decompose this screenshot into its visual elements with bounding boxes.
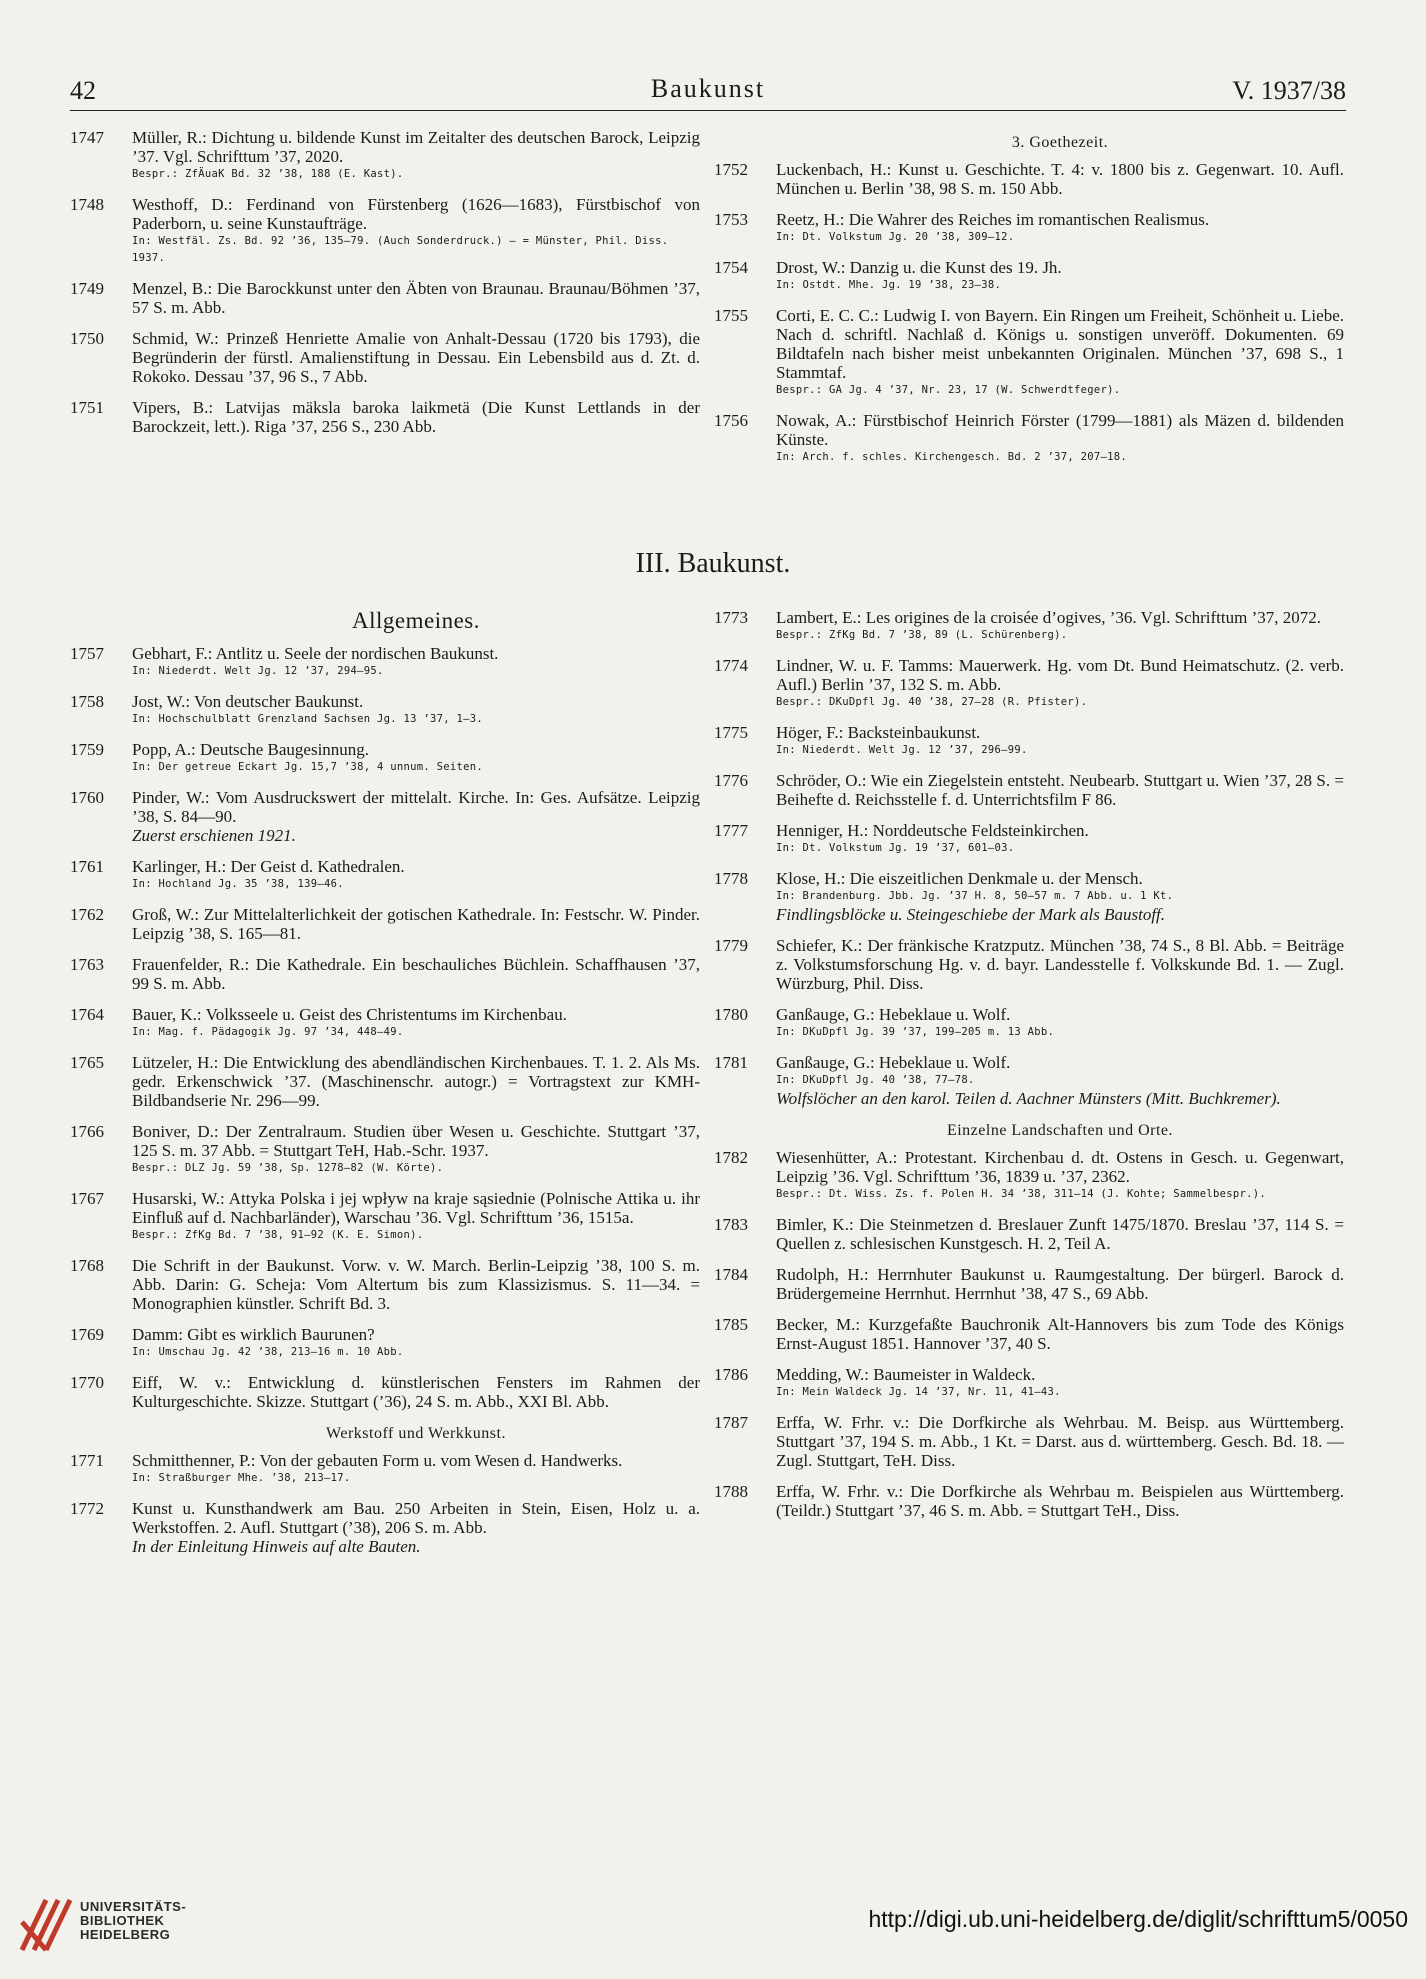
bibliography-entry bbox=[714, 1215, 1344, 1253]
entry-number: 1778 bbox=[714, 869, 748, 888]
entry-citation: In: Der getreue Eckart Jg. 15,7 ’38, 4 unnum. Seiten. bbox=[132, 761, 483, 773]
bibliography-entry bbox=[70, 128, 700, 183]
entry-citation: In: Dt. Volkstum Jg. 20 ’38, 309—12. bbox=[776, 231, 1015, 243]
bibliography-entry bbox=[714, 306, 1344, 399]
entry-number: 1783 bbox=[714, 1215, 748, 1234]
bibliography-entry bbox=[714, 160, 1344, 198]
bibliography-entry bbox=[714, 656, 1344, 711]
entry-number: 1771 bbox=[70, 1451, 104, 1470]
entry-citation: In: Straßburger Mhe. ’38, 213—17. bbox=[132, 1472, 351, 1484]
entry-text: Erffa, W. Frhr. v.: Die Dorfkirche als Wehrbau m. Beispielen aus Württemberg. (Teildr.) Stuttgart ’37, 46 S. m. Abb. = Stuttgart TeH., Diss. bbox=[776, 1482, 1344, 1520]
entry-number: 1761 bbox=[70, 857, 104, 876]
entry-number: 1749 bbox=[70, 279, 104, 298]
entry-number: 1770 bbox=[70, 1373, 104, 1392]
entry-number: 1755 bbox=[714, 306, 748, 325]
entry-citation: In: Mag. f. Pädagogik Jg. 97 ’34, 448—49. bbox=[132, 1026, 404, 1038]
section-title: III. Baukunst. bbox=[635, 548, 791, 579]
entry-citation: In: Arch. f. schles. Kirchengesch. Bd. 2 ’37, 207—18. bbox=[776, 451, 1127, 463]
entry-number: 1760 bbox=[70, 788, 104, 807]
entry-note: In der Einleitung Hinweis auf alte Bauten. bbox=[132, 1537, 421, 1556]
entry-citation: In: Niederdt. Welt Jg. 12 ’37, 294—95. bbox=[132, 665, 384, 677]
bibliography-entry bbox=[70, 1373, 700, 1411]
entry-list bbox=[70, 128, 700, 436]
page-number: 42 bbox=[70, 76, 96, 105]
entry-note: Zuerst erschienen 1921. bbox=[132, 826, 296, 845]
entry-text: Lützeler, H.: Die Entwicklung des abendländischen Kirchenbaues. T. 1. 2. Als Ms. gedr. Erkenschwick ’37. (Maschinenschr. autogr.) = Vortragstext zur KMH-Bildbandserie Nr. 296—99. bbox=[132, 1053, 700, 1110]
entry-number: 1764 bbox=[70, 1005, 104, 1024]
bibliography-entry bbox=[70, 398, 700, 436]
library-name bbox=[80, 1900, 186, 1942]
entry-text: Corti, E. C. C.: Ludwig I. von Bayern. Ein Ringen um Freiheit, Schönheit u. Liebe. Nach d. schriftl. Nachlaß d. Königs u. sonstigen unveröff. Dokumenten. 69 Bildtafeln nach bisher meist unbekannten Originalen. München ’37, 698 S., 1 Stammtaf. bbox=[776, 306, 1344, 382]
bibliography-entry bbox=[714, 936, 1344, 993]
entry-text: Pinder, W.: Vom Ausdruckswert der mittelalt. Kirche. In: Ges. Aufsätze. Leipzig ’38, S. 84—90. bbox=[132, 788, 700, 826]
bibliography-entry bbox=[714, 1365, 1344, 1401]
entry-number: 1779 bbox=[714, 936, 748, 955]
entry-text: Bimler, K.: Die Steinmetzen d. Breslauer Zunft 1475/1870. Breslau ’37, 114 S. = Quellen z. schlesischen Kunstgesch. H. 2, Teil A. bbox=[776, 1215, 1344, 1253]
entry-list bbox=[714, 160, 1344, 466]
entry-number: 1775 bbox=[714, 723, 748, 742]
top-left-column bbox=[70, 128, 700, 448]
entry-text: Boniver, D.: Der Zentralraum. Studien über Wesen u. Geschichte. Stuttgart ’37, 125 S. m. 37 Abb. = Stuttgart TeH, Hab.-Schr. 1937. bbox=[132, 1122, 700, 1160]
running-header bbox=[70, 70, 1346, 111]
bibliography-entry bbox=[70, 1005, 700, 1041]
entry-number: 1758 bbox=[70, 692, 104, 711]
entry-citation: Bespr.: DKuDpfl Jg. 40 ’38, 27—28 (R. Pfister). bbox=[776, 696, 1088, 708]
entry-text: Nowak, A.: Fürstbischof Heinrich Förster (1799—1881) als Mäzen d. bildenden Künste. bbox=[776, 411, 1344, 449]
entry-number: 1762 bbox=[70, 905, 104, 924]
entry-number: 1767 bbox=[70, 1189, 104, 1208]
bibliography-entry bbox=[714, 869, 1344, 924]
entry-citation: Bespr.: DLZ Jg. 59 ’38, Sp. 1278—82 (W. Körte). bbox=[132, 1162, 444, 1174]
bibliography-entry bbox=[70, 1451, 700, 1487]
subsection-heading-allgemeines: Allgemeines. bbox=[352, 608, 480, 633]
entry-text: Groß, W.: Zur Mittelalterlichkeit der gotischen Kathedrale. In: Festschr. W. Pinder. Leipzig ’38, S. 165—81. bbox=[132, 905, 700, 943]
left-column bbox=[70, 608, 700, 1568]
entry-citation: Bespr.: ZfKg Bd. 7 ’38, 91—92 (K. E. Simon). bbox=[132, 1229, 424, 1241]
bibliography-entry bbox=[70, 1122, 700, 1177]
entry-list bbox=[714, 1148, 1344, 1520]
entry-number: 1781 bbox=[714, 1053, 748, 1072]
entry-text: Luckenbach, H.: Kunst u. Geschichte. T. 4: v. 1800 bis z. Gegenwart. 10. Aufl. München u. Berlin ’38, 98 S. m. 150 Abb. bbox=[776, 160, 1344, 198]
entry-citation: Bespr.: ZfÄuaK Bd. 32 ’38, 188 (E. Kast). bbox=[132, 168, 404, 180]
entry-text: Vipers, B.: Latvijas mäksla baroka laikmetä (Die Kunst Lettlands in der Barockzeit, lett.). Riga ’37, 256 S., 230 Abb. bbox=[132, 398, 700, 436]
entry-number: 1763 bbox=[70, 955, 104, 974]
bibliography-entry bbox=[70, 1325, 700, 1361]
entry-text: Schmid, W.: Prinzeß Henriette Amalie von Anhalt-Dessau (1720 bis 1793), die Begründerin der fürstl. Amalienstiftung in Dessau. Ein Lebensbild aus d. Zt. d. Rokoko. Dessau ’37, 96 S., 7 Abb. bbox=[132, 329, 700, 386]
entry-text: Husarski, W.: Attyka Polska i jej wpływ na kraje sąsiednie (Polnische Attika u. ihr Einfluß auf d. Nachbarländer), Warschau ’36. Vgl. Schrifttum ’36, 1515a. bbox=[132, 1189, 700, 1227]
entry-text: Erffa, W. Frhr. v.: Die Dorfkirche als Wehrbau. M. Beisp. aus Württemberg. Stuttgart ’37, 194 S. m. Abb., 1 Kt. = Darst. aus d. württemberg. Gesch. Bd. 18. — Zugl. Stuttgart, TeH. Diss. bbox=[776, 1413, 1344, 1470]
entry-citation: Bespr.: ZfKg Bd. 7 ’38, 89 (L. Schürenberg). bbox=[776, 629, 1068, 641]
entry-citation: Bespr.: Dt. Wiss. Zs. f. Polen H. 34 ’38, 311—14 (J. Kohte; Sammelbespr.). bbox=[776, 1188, 1266, 1200]
entry-number: 1788 bbox=[714, 1482, 748, 1501]
bibliography-entry bbox=[714, 1482, 1344, 1520]
entry-text: Menzel, B.: Die Barockkunst unter den Äbten von Braunau. Braunau/Böhmen ’37, 57 S. m. Abb. bbox=[132, 279, 700, 317]
entry-number: 1786 bbox=[714, 1365, 748, 1384]
running-title: Baukunst bbox=[650, 74, 766, 103]
bibliography-entry bbox=[714, 411, 1344, 466]
entry-number: 1766 bbox=[70, 1122, 104, 1141]
entry-text: Drost, W.: Danzig u. die Kunst des 19. Jh. bbox=[776, 258, 1062, 277]
entry-text: Die Schrift in der Baukunst. Vorw. v. W. March. Berlin-Leipzig ’38, 100 S. m. Abb. Darin: G. Scheja: Vom Altertum bis zum Klassizismus. S. 11—34. = Monographien künstler. Schrift Bd. 3. bbox=[132, 1256, 700, 1313]
subsection-heading-werkstoff: Werkstoff und Werkkunst. bbox=[326, 1425, 506, 1442]
entry-citation: Bespr.: GA Jg. 4 ’37, Nr. 23, 17 (W. Schwerdtfeger). bbox=[776, 384, 1121, 396]
bibliography-entry bbox=[714, 821, 1344, 857]
entry-number: 1765 bbox=[70, 1053, 104, 1072]
bibliography-entry bbox=[714, 1148, 1344, 1203]
entry-citation: In: Hochschulblatt Grenzland Sachsen Jg. 13 ’37, 1—3. bbox=[132, 713, 483, 725]
entry-number: 1782 bbox=[714, 1148, 748, 1167]
entry-text: Lindner, W. u. F. Tamms: Mauerwerk. Hg. vom Dt. Bund Heimatschutz. (2. verb. Aufl.) Berlin ’37, 132 S. m. Abb. bbox=[776, 656, 1344, 694]
entry-citation: In: Dt. Volkstum Jg. 19 ’37, 601—03. bbox=[776, 842, 1015, 854]
entry-number: 1753 bbox=[714, 210, 748, 229]
entry-note: Findlingsblöcke u. Steingeschiebe der Mark als Baustoff. bbox=[776, 905, 1166, 924]
bibliography-entry bbox=[714, 1265, 1344, 1303]
entry-text: Westhoff, D.: Ferdinand von Fürstenberg (1626—1683), Fürstbischof von Paderborn, u. seine Kunstaufträge. bbox=[132, 195, 700, 233]
top-right-column bbox=[714, 128, 1344, 478]
bibliography-entry bbox=[70, 1189, 700, 1244]
bibliography-entry bbox=[70, 692, 700, 728]
entry-text: Schiefer, K.: Der fränkische Kratzputz. München ’38, 74 S., 8 Bl. Abb. = Beiträge z. Volkstumsforschung Hg. v. d. bayr. Landesstelle f. Volkskunde Bd. 1. — Zugl. Würzburg, Phil. Diss. bbox=[776, 936, 1344, 993]
entry-text: Müller, R.: Dichtung u. bildende Kunst im Zeitalter des deutschen Barock, Leipzig ’37. Vgl. Schrifttum ’37, 2020. bbox=[132, 128, 700, 166]
source-url-link[interactable]: http://digi.ub.uni-heidelberg.de/diglit/schrifttum5/0050 bbox=[868, 1906, 1408, 1932]
bibliography-entry bbox=[70, 644, 700, 680]
library-name-line: BIBLIOTHEK bbox=[80, 1913, 165, 1928]
bibliography-entry bbox=[714, 1315, 1344, 1353]
entry-number: 1784 bbox=[714, 1265, 748, 1284]
bibliography-entry bbox=[70, 857, 700, 893]
bibliography-entry bbox=[70, 788, 700, 845]
entry-number: 1772 bbox=[70, 1499, 104, 1518]
bibliography-entry bbox=[70, 1499, 700, 1556]
bibliography-entry bbox=[70, 329, 700, 386]
entry-number: 1776 bbox=[714, 771, 748, 790]
bibliography-entry bbox=[70, 740, 700, 776]
library-name-line: UNIVERSITÄTS- bbox=[80, 1899, 187, 1914]
entry-text: Medding, W.: Baumeister in Waldeck. bbox=[776, 1365, 1036, 1384]
entry-text: Popp, A.: Deutsche Baugesinnung. bbox=[132, 740, 370, 759]
entry-number: 1748 bbox=[70, 195, 104, 214]
entry-number: 1757 bbox=[70, 644, 104, 663]
entry-text: Wiesenhütter, A.: Protestant. Kirchenbau d. dt. Ostens in Gesch. u. Gegenwart, Leipzig ’36. Vgl. Schrifttum ’36, 1839 u. ’37, 2362. bbox=[776, 1148, 1344, 1186]
entry-number: 1751 bbox=[70, 398, 104, 417]
bibliography-entry bbox=[70, 955, 700, 993]
entry-number: 1750 bbox=[70, 329, 104, 348]
entry-text: Frauenfelder, R.: Die Kathedrale. Ein beschauliches Büchlein. Schaffhausen ’37, 99 S. m. Abb. bbox=[132, 955, 700, 993]
entry-text: Schmitthenner, P.: Von der gebauten Form u. vom Wesen d. Handwerks. bbox=[132, 1451, 623, 1470]
entry-number: 1773 bbox=[714, 608, 748, 627]
entry-number: 1768 bbox=[70, 1256, 104, 1275]
bibliography-entry bbox=[714, 1005, 1344, 1041]
entry-text: Lambert, E.: Les origines de la croisée d’ogives, ’36. Vgl. Schrifttum ’37, 2072. bbox=[776, 608, 1321, 627]
entry-citation: In: Umschau Jg. 42 ’38, 213—16 m. 10 Abb. bbox=[132, 1346, 404, 1358]
bibliography-entry bbox=[70, 1256, 700, 1313]
bibliography-entry bbox=[714, 771, 1344, 809]
bibliography-entry bbox=[70, 1053, 700, 1110]
entry-number: 1774 bbox=[714, 656, 748, 675]
bibliography-entry bbox=[714, 258, 1344, 294]
entry-citation: In: Mein Waldeck Jg. 14 ’37, Nr. 11, 41—43. bbox=[776, 1386, 1061, 1398]
bibliography-entry bbox=[714, 608, 1344, 644]
right-column bbox=[714, 608, 1344, 1532]
library-logo-icon bbox=[16, 1892, 74, 1956]
entry-number: 1754 bbox=[714, 258, 748, 277]
entry-citation: In: Westfäl. Zs. Bd. 92 ’36, 135—79. (Auch Sonderdruck.) — = Münster, Phil. Diss. 1937. bbox=[132, 235, 669, 264]
entry-text: Karlinger, H.: Der Geist d. Kathedralen. bbox=[132, 857, 405, 876]
entry-citation: In: DKuDpfl Jg. 40 ’38, 77—78. bbox=[776, 1074, 975, 1086]
library-name-line: HEIDELBERG bbox=[80, 1927, 171, 1942]
entry-text: Bauer, K.: Volksseele u. Geist des Christentums im Kirchenbau. bbox=[132, 1005, 567, 1024]
entry-text: Henniger, H.: Norddeutsche Feldsteinkirchen. bbox=[776, 821, 1089, 840]
entry-text: Eiff, W. v.: Entwicklung d. künstlerischen Fensters im Rahmen der Kulturgeschichte. Skizze. Stuttgart (’36), 24 S. m. Abb., XXI Bl. Abb. bbox=[132, 1373, 700, 1411]
entry-text: Reetz, H.: Die Wahrer des Reiches im romantischen Realismus. bbox=[776, 210, 1210, 229]
entry-text: Ganßauge, G.: Hebeklaue u. Wolf. bbox=[776, 1053, 1011, 1072]
entry-number: 1747 bbox=[70, 128, 104, 147]
entry-text: Ganßauge, G.: Hebeklaue u. Wolf. bbox=[776, 1005, 1011, 1024]
entry-citation: In: Hochland Jg. 35 ’38, 139—46. bbox=[132, 878, 344, 890]
entry-citation: In: Ostdt. Mhe. Jg. 19 ’38, 23—38. bbox=[776, 279, 1002, 291]
footer-bar bbox=[0, 1876, 1426, 1979]
entry-number: 1787 bbox=[714, 1413, 748, 1432]
subsection-heading-landschaften: Einzelne Landschaften und Orte. bbox=[946, 1122, 1174, 1139]
entry-text: Jost, W.: Von deutscher Baukunst. bbox=[132, 692, 364, 711]
subsection-heading-goethezeit: 3. Goethezeit. bbox=[1011, 134, 1109, 151]
entry-number: 1756 bbox=[714, 411, 748, 430]
bibliography-entry bbox=[70, 279, 700, 317]
entry-text: Gebhart, F.: Antlitz u. Seele der nordischen Baukunst. bbox=[132, 644, 499, 663]
entry-list bbox=[70, 1451, 700, 1556]
bibliography-entry bbox=[714, 1053, 1344, 1108]
entry-text: Becker, M.: Kurzgefaßte Bauchronik Alt-Hannovers bis zum Tode des Königs Ernst-August 1851. Hannover ’37, 40 S. bbox=[776, 1315, 1344, 1353]
entry-number: 1769 bbox=[70, 1325, 104, 1344]
entry-number: 1752 bbox=[714, 160, 748, 179]
entry-text: Klose, H.: Die eiszeitlichen Denkmale u. der Mensch. bbox=[776, 869, 1143, 888]
entry-text: Kunst u. Kunsthandwerk am Bau. 250 Arbeiten in Stein, Eisen, Holz u. a. Werkstoffen. 2. Aufl. Stuttgart (’38), 206 S. m. Abb. bbox=[132, 1499, 700, 1537]
bibliography-entry bbox=[714, 723, 1344, 759]
bibliography-entry bbox=[714, 1413, 1344, 1470]
entry-text: Schröder, O.: Wie ein Ziegelstein entsteht. Neubearb. Stuttgart u. Wien ’37, 28 S. = Beihefte d. Reichsstelle f. d. Unterrichtsfilm F 86. bbox=[776, 771, 1344, 809]
bibliography-entry bbox=[70, 195, 700, 267]
entry-citation: In: Niederdt. Welt Jg. 12 ’37, 296—99. bbox=[776, 744, 1028, 756]
bibliography-entry bbox=[70, 905, 700, 943]
entry-number: 1759 bbox=[70, 740, 104, 759]
entry-citation: In: DKuDpfl Jg. 39 ’37, 199—205 m. 13 Abb. bbox=[776, 1026, 1055, 1038]
entry-note: Wolfslöcher an den karol. Teilen d. Aachner Münsters (Mitt. Buchkremer). bbox=[776, 1089, 1281, 1108]
bibliography-entry bbox=[714, 210, 1344, 246]
entry-text: Rudolph, H.: Herrnhuter Baukunst u. Raumgestaltung. Der bürgerl. Barock d. Brüdergemeine Herrnhut. Herrnhut ’38, 47 S., 69 Abb. bbox=[776, 1265, 1344, 1303]
entry-text: Höger, F.: Backsteinbaukunst. bbox=[776, 723, 981, 742]
entry-list bbox=[714, 608, 1344, 1108]
entry-list bbox=[70, 644, 700, 1411]
volume-label: V. 1937/38 bbox=[1232, 76, 1346, 105]
entry-text: Damm: Gibt es wirklich Baurunen? bbox=[132, 1325, 375, 1344]
entry-number: 1777 bbox=[714, 821, 748, 840]
entry-number: 1780 bbox=[714, 1005, 748, 1024]
entry-number: 1785 bbox=[714, 1315, 748, 1334]
entry-citation: In: Brandenburg. Jbb. Jg. ’37 H. 8, 50—57 m. 7 Abb. u. 1 Kt. bbox=[776, 890, 1174, 902]
